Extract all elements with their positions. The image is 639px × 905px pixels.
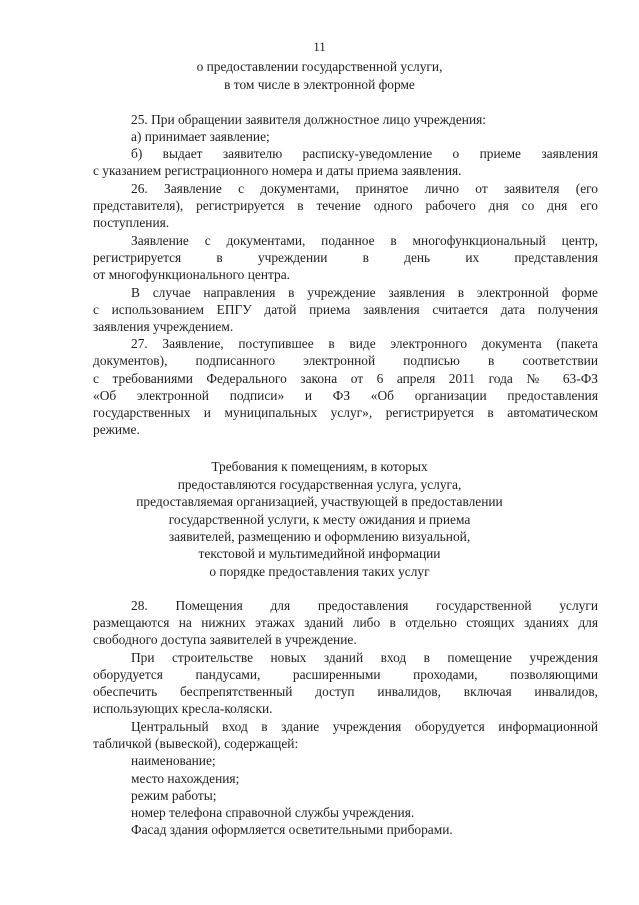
paragraph-27-line: с требованиями Федерального закона от 6 апреля 2011 года № 63-ФЗ [93, 371, 598, 386]
paragraph-epgu-line: с использованием ЕПГУ датой приема заявления считается дата получения [93, 302, 598, 317]
paragraph-mfc-line: от многофункционального центра. [93, 267, 291, 282]
paragraph-28-line: свободного доступа заявителей в учреждение. [93, 632, 357, 647]
header-line: в том числе в электронной форме [224, 77, 415, 92]
paragraph-facade-line: Фасад здания оформляется осветительными приборами. [131, 822, 453, 837]
section-heading-line: заявителей, размещению и оформлению визуальной, [168, 529, 471, 544]
paragraph-new-buildings-line: При строительстве новых зданий вход в помещение учреждения [131, 650, 598, 665]
paragraph-sign-line: Центральный вход в здание учреждения оборудуется информационной [131, 719, 598, 734]
section-heading-line: предоставляются государственная услуга, услуга, [177, 477, 462, 492]
paragraph-sign-line: табличкой (вывеской), содержащей: [93, 736, 299, 751]
paragraph-28-line: размещаются на нижних этажах зданий либо в отдельно стоящих зданиях для [93, 615, 598, 630]
sign-list-item: номер телефона справочной службы учреждения. [131, 805, 415, 820]
paragraph-new-buildings-line: использующих кресла-коляски. [93, 701, 273, 716]
section-heading-line: предоставляемая организацией, участвующей в предоставлении [136, 494, 503, 509]
paragraph-mfc-line: Заявление с документами, поданное в многофункциональный центр, [131, 233, 598, 248]
paragraph-25-line: а) принимает заявление; [131, 129, 270, 144]
paragraph-25-line: 25. При обращении заявителя должностное лицо учреждения: [131, 112, 486, 127]
section-heading-line: Требования к помещениям, в которых [211, 459, 428, 474]
section-heading-line: текстовой и мультимедийной информации [198, 546, 441, 561]
paragraph-27-line: 27. Заявление, поступившее в виде электронного документа (пакета [131, 336, 598, 351]
paragraph-26-line: 26. Заявление с документами, принятое лично от заявителя (его [131, 181, 598, 196]
paragraph-epgu-line: В случае направления в учреждение заявления в электронной форме [131, 285, 598, 300]
paragraph-27-line: режиме. [93, 422, 140, 437]
paragraph-new-buildings-line: обеспечить беспрепятственный доступ инвалидов, включая инвалидов, [93, 684, 598, 699]
paragraph-25-line: б) выдает заявителю расписку-уведомление о приеме заявления [131, 146, 598, 161]
page-number: 11 [313, 39, 326, 54]
paragraph-epgu-line: заявления учреждением. [93, 319, 234, 334]
paragraph-mfc-line: регистрируется в учреждении в день их представления [93, 250, 598, 265]
paragraph-25-line: с указанием регистрационного номера и даты приема заявления. [93, 163, 462, 178]
section-heading-line: государственной услуги, к месту ожидания и приема [168, 512, 471, 527]
header-line: о предоставлении государственной услуги, [196, 59, 443, 74]
sign-list-item: наименование; [131, 753, 216, 768]
paragraph-27-line: документов), подписанного электронной подписью в соответствии [93, 353, 598, 368]
sign-list-item: режим работы; [131, 788, 217, 803]
paragraph-27-line: «Об электронной подписи» и ФЗ «Об организации предоставления [93, 388, 598, 403]
paragraph-26-line: представителя), регистрируется в течение одного рабочего дня со дня его [93, 198, 598, 213]
paragraph-new-buildings-line: оборудуется пандусами, расширенными проходами, позволяющими [93, 667, 598, 682]
paragraph-28-line: 28. Помещения для предоставления государственной услуги [131, 598, 598, 613]
paragraph-26-line: поступления. [93, 215, 170, 230]
sign-list-item: место нахождения; [131, 771, 240, 786]
section-heading-line: о порядке предоставления таких услуг [209, 564, 430, 579]
paragraph-27-line: государственных и муниципальных услуг», регистрируется в автоматическом [93, 405, 598, 420]
